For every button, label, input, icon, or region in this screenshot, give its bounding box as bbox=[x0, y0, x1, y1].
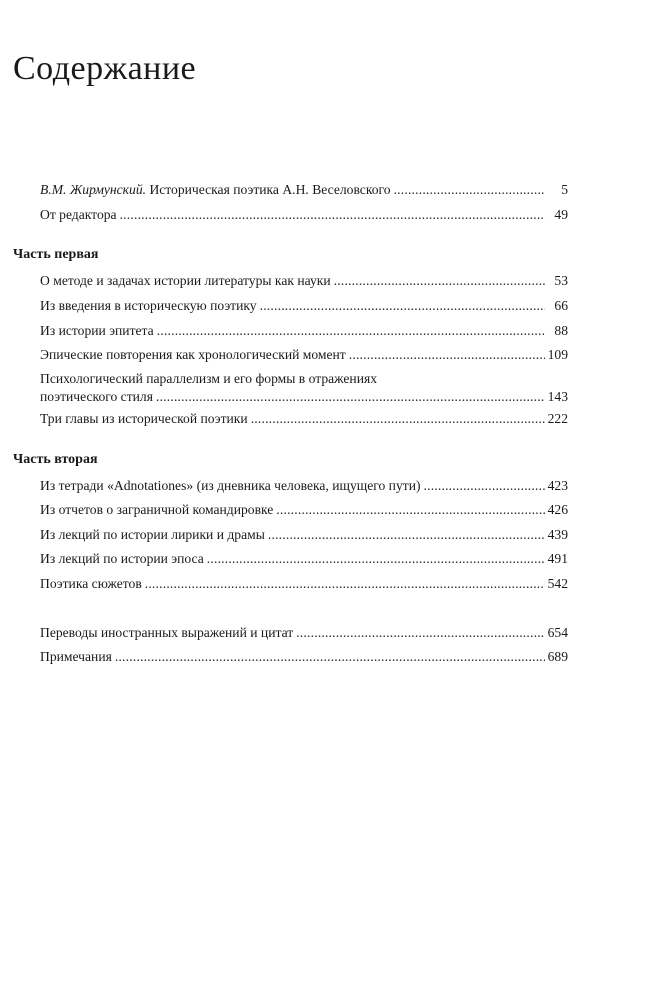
toc-entry-title: Из истории эпитета bbox=[40, 323, 154, 338]
toc-entry-page: 542 bbox=[547, 576, 568, 591]
toc-entry-title: Из лекций по истории эпоса bbox=[40, 551, 204, 566]
dot-leader bbox=[207, 550, 545, 568]
toc-entry-title: О методе и задачах истории литературы как науки bbox=[40, 273, 331, 288]
toc-entry-title: Эпические повторения как хронологический момент bbox=[40, 347, 346, 362]
toc-entry-title: Переводы иностранных выражений и цитат bbox=[40, 625, 294, 640]
toc-entry-page: 423 bbox=[547, 478, 568, 493]
toc-entry-page: 426 bbox=[547, 502, 568, 517]
toc-entry-page: 439 bbox=[547, 527, 568, 542]
toc-entry-title-continued: поэтического стиля bbox=[40, 389, 153, 404]
toc-entry-notes[interactable] bbox=[40, 648, 568, 666]
dot-leader bbox=[156, 388, 545, 406]
section-heading-part-one: Часть первая bbox=[13, 247, 99, 262]
toc-entry-page: 109 bbox=[547, 347, 568, 362]
toc-entry-title: Из введения в историческую поэтику bbox=[40, 298, 257, 313]
dot-leader bbox=[251, 410, 545, 428]
toc-entry-page: 5 bbox=[561, 182, 568, 197]
dot-leader bbox=[120, 206, 545, 224]
toc-entry[interactable] bbox=[40, 526, 568, 544]
dot-leader bbox=[115, 648, 545, 666]
toc-entry-page: 53 bbox=[554, 273, 568, 288]
toc-entry-page: 143 bbox=[547, 389, 568, 404]
toc-entry-title: Из лекций по истории лирики и драмы bbox=[40, 527, 265, 542]
section-heading-part-two: Часть вторая bbox=[13, 452, 98, 467]
toc-entry-page: 654 bbox=[547, 625, 568, 640]
toc-entry[interactable] bbox=[40, 346, 568, 364]
dot-leader bbox=[276, 501, 544, 519]
toc-entry-title: Из тетради «Adnotationes» (из дневника человека, ищущего пути) bbox=[40, 478, 421, 493]
toc-entry-page: 491 bbox=[547, 551, 568, 566]
toc-entry-title: Из отчетов о заграничной командировке bbox=[40, 502, 274, 517]
dot-leader bbox=[260, 297, 545, 315]
toc-entry[interactable] bbox=[40, 410, 568, 428]
dot-leader bbox=[349, 346, 545, 364]
toc-entry[interactable] bbox=[40, 370, 568, 406]
page-title: Содержание bbox=[13, 50, 197, 87]
dot-leader bbox=[268, 526, 545, 544]
toc-entry-page: 49 bbox=[554, 207, 568, 222]
toc-entry-page: 88 bbox=[554, 323, 568, 338]
toc-entry[interactable] bbox=[40, 272, 568, 290]
toc-entry-title: Поэтика сюжетов bbox=[40, 576, 142, 591]
toc-entry-title: Примечания bbox=[40, 649, 112, 664]
toc-entry-translations[interactable] bbox=[40, 624, 568, 642]
toc-entry-zhirmunsky[interactable] bbox=[40, 181, 568, 199]
toc-entry-title: Историческая поэтика А.Н. Веселовского bbox=[149, 182, 391, 197]
toc-entry-author: В.М. Жирмунский. bbox=[40, 182, 147, 197]
toc-entry-title: Три главы из исторической поэтики bbox=[40, 411, 248, 426]
dot-leader bbox=[296, 624, 544, 642]
toc-entry-page: 689 bbox=[547, 649, 568, 664]
toc-entry[interactable] bbox=[40, 501, 568, 519]
toc-entry-editor[interactable] bbox=[40, 206, 568, 224]
toc-entry[interactable] bbox=[40, 550, 568, 568]
dot-leader bbox=[394, 181, 545, 199]
toc-entry-page: 222 bbox=[547, 411, 568, 426]
dot-leader bbox=[145, 575, 545, 593]
toc-entry[interactable] bbox=[40, 575, 568, 593]
dot-leader bbox=[334, 272, 545, 290]
toc-entry-page: 66 bbox=[554, 298, 568, 313]
dot-leader bbox=[424, 477, 545, 495]
toc-entry[interactable] bbox=[40, 322, 568, 340]
toc-entry[interactable] bbox=[40, 297, 568, 315]
toc-entry-title: Психологический параллелизм и его формы в отражениях bbox=[40, 371, 378, 386]
toc-entry-title: От редактора bbox=[40, 207, 117, 222]
toc-entry[interactable] bbox=[40, 477, 568, 495]
dot-leader bbox=[157, 322, 545, 340]
